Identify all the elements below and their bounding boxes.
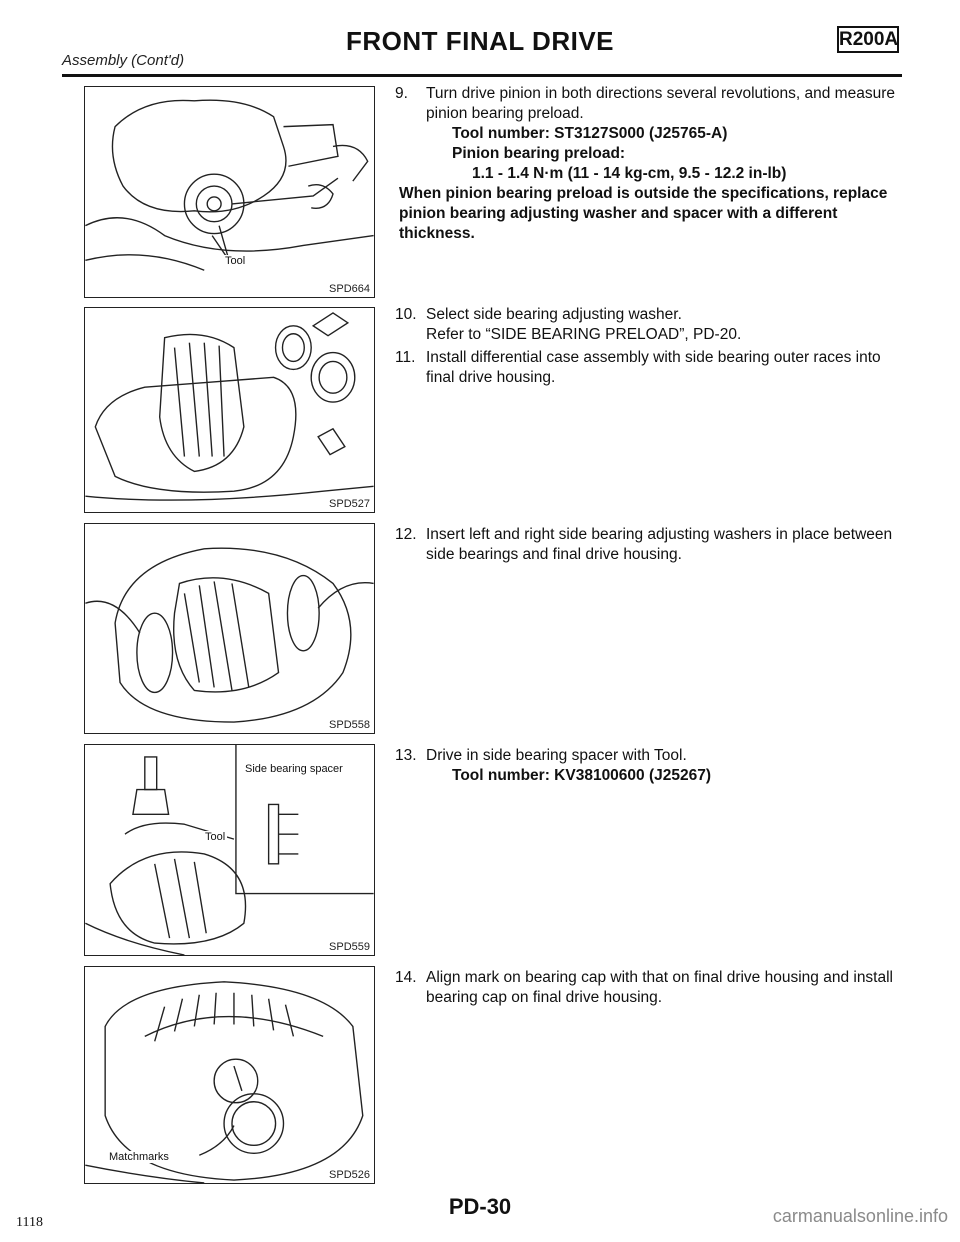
step-text: Turn drive pinion in both directions several revolutions, and measure pinion bearing preload. [426, 85, 895, 122]
figure-spacer-drawing [85, 745, 374, 955]
step-13 [395, 746, 905, 786]
step-text: Install differential case assembly with side bearing outer races into final drive housing. [426, 349, 881, 386]
step-number: 12. [395, 526, 417, 543]
step-text: Align mark on bearing cap with that on final drive housing and install bearing cap on final drive housing. [426, 969, 893, 1006]
spec-label: Pinion bearing preload: [452, 145, 626, 162]
page-number: PD-30 [448, 1194, 512, 1219]
figure-washers-drawing [85, 524, 374, 733]
figure-label-tool: Tool [205, 831, 226, 843]
model-badge: R200A [837, 26, 899, 53]
figure-side-bearing-spacer [84, 744, 375, 956]
step-number: 10. [395, 306, 417, 323]
figure-label-tool: Tool [225, 255, 246, 267]
step-text: Drive in side bearing spacer with Tool. [426, 747, 687, 764]
step-11 [395, 348, 905, 388]
page-index: 1118 [16, 1215, 43, 1230]
step-10 [395, 305, 905, 345]
step-9 [395, 84, 905, 244]
figure-label-side-bearing-spacer: Side bearing spacer [245, 763, 343, 775]
figure-code: SPD527 [329, 498, 370, 510]
step-text: Insert left and right side bearing adjusting washers in place between side bearings and final drive housing. [426, 526, 893, 563]
step-number: 11. [395, 349, 416, 366]
figure-code: SPD526 [329, 1169, 370, 1181]
tool-number: Tool number: KV38100600 (J25267) [452, 767, 712, 784]
figure-code: SPD558 [329, 719, 370, 731]
header-rule [62, 74, 902, 77]
step-text: Select side bearing adjusting washer. [426, 306, 682, 323]
figure-label-matchmarks: Matchmarks [109, 1151, 169, 1163]
figure-bearing-cap-matchmarks [84, 966, 375, 1184]
figure-pinion-preload [84, 86, 375, 298]
step-number: 13. [395, 747, 417, 764]
figure-code: SPD664 [329, 283, 370, 295]
figure-diff-case-drawing [85, 308, 374, 512]
spec-warning: When pinion bearing preload is outside the specifications, replace pinion bearing adjusting washer and spacer with a different thickness. [399, 185, 888, 242]
section-subtitle: Assembly (Cont'd) [62, 52, 185, 69]
figure-code: SPD559 [329, 941, 370, 953]
watermark: carmanualsonline.info [772, 1206, 948, 1226]
figure-diff-case-install [84, 307, 375, 513]
figure-adjusting-washers [84, 523, 375, 734]
page-title: FRONT FINAL DRIVE [345, 26, 615, 56]
step-number: 9. [395, 85, 408, 102]
step-12 [395, 525, 905, 565]
step-reference: Refer to “SIDE BEARING PRELOAD”, PD-20. [426, 326, 742, 343]
tool-number: Tool number: ST3127S000 (J25765-A) [452, 125, 728, 142]
step-14 [395, 968, 905, 1008]
spec-value: 1.1 - 1.4 N·m (11 - 14 kg-cm, 9.5 - 12.2 in-lb) [472, 165, 787, 182]
step-number: 14. [395, 969, 417, 986]
